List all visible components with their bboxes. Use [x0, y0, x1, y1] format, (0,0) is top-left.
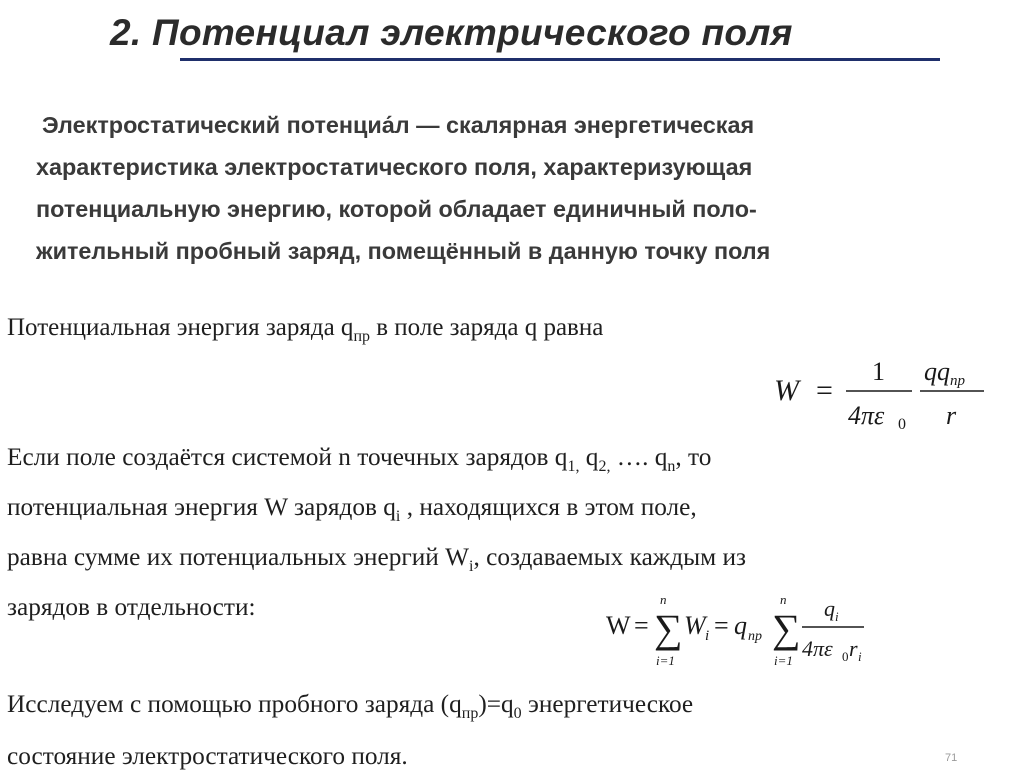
formula-single-charge — [770, 352, 1000, 432]
probe-l1-sub1: пр — [461, 705, 479, 723]
f2-frac-den: 4πε — [802, 636, 833, 661]
f2-eq1: = — [634, 611, 649, 640]
f1-num1: 1 — [872, 357, 885, 386]
f2-frac-num: q — [824, 596, 835, 621]
probe-line-2: состояние электростатического поля. — [7, 742, 408, 771]
f2-sum1-bot: i=1 — [656, 653, 675, 668]
system-l3-sub: i — [469, 558, 474, 576]
energy-text-pre: Потенциальная энергия заряда q — [7, 314, 354, 341]
f1-num2-sub: пр — [950, 373, 965, 389]
probe-line-1 — [7, 683, 1017, 735]
formula-system-sum — [604, 590, 884, 672]
system-line-1 — [7, 437, 1017, 487]
system-l3-a: равна сумме их потенциальных энергий W — [7, 543, 469, 572]
f2-frac-den-sub: 0 — [842, 649, 849, 664]
f2-term1: W — [684, 611, 706, 640]
f1-den1: 4πε — [848, 401, 885, 430]
title-underline — [180, 58, 940, 61]
sum-symbol-1: ∑ — [654, 606, 683, 651]
energy-text-post: в поле заряда q равна — [370, 314, 604, 341]
probe-l1-a: Исследуем с помощью пробного заряда (q — [7, 690, 462, 718]
system-l1-c: …. q — [610, 443, 668, 471]
system-line-4: зарядов в отдельности: — [7, 593, 256, 622]
f1-lhs: W — [774, 374, 799, 407]
definition-line-3: потенциальную энергию, которой обладает единичный поло- — [36, 196, 757, 222]
system-l3-b: , создаваемых каждым из — [473, 543, 746, 572]
f2-eq2: = — [714, 611, 729, 640]
system-line-2 — [7, 487, 1017, 537]
system-l1-sub3: n — [667, 458, 676, 476]
probe-l1-sub2: 0 — [513, 705, 522, 723]
f2-q: q — [734, 611, 747, 640]
system-l1-sub1: 1, — [567, 458, 580, 476]
definition-line-4: жительный пробный заряд, помещённый в данную точку поля — [36, 238, 771, 264]
probe-l1-c: энергетическое — [521, 690, 694, 718]
energy-paragraph — [7, 314, 603, 346]
f2-sum2-top: n — [780, 592, 787, 607]
energy-text-sub: пр — [353, 328, 370, 345]
f2-frac-den-r: r — [849, 636, 858, 661]
system-line-3 — [7, 537, 1017, 587]
definition-line-1: Электростатический потенциа́л — скалярная энергетическая — [42, 112, 755, 138]
f1-den2: r — [946, 401, 957, 430]
f1-num2: qq — [924, 357, 950, 386]
f1-den1-sub: 0 — [898, 416, 906, 433]
page-number: 71 — [945, 752, 958, 764]
slide-title: 2. Потенциал электрического поля — [110, 12, 793, 53]
definition-line-2: характеристика электростатического поля, характеризующая — [36, 154, 753, 180]
probe-paragraph — [7, 683, 1017, 777]
system-l1-a: Если поле создаётся системой n точечных зарядов q — [7, 443, 568, 471]
f2-sum2-bot: i=1 — [774, 653, 793, 668]
system-l1-d: , то — [675, 443, 712, 471]
sum-symbol-2: ∑ — [772, 606, 801, 651]
probe-l1-b: )=q — [478, 690, 514, 718]
definition-block — [36, 104, 1021, 272]
system-l2-b: , находящихся в этом поле, — [400, 493, 697, 522]
system-l1-b: q — [579, 443, 599, 471]
system-l2-sub: i — [395, 508, 401, 526]
f1-eq: = — [816, 374, 833, 407]
f2-q-sub: пр — [748, 629, 762, 644]
f2-lhs: W — [606, 611, 631, 640]
f2-sum1-top: n — [660, 592, 667, 607]
f2-term1-sub: i — [705, 628, 710, 644]
f2-frac-num-sub: i — [835, 609, 839, 624]
f2-frac-den-r-sub: i — [858, 649, 862, 664]
system-l1-sub2: 2, — [598, 458, 611, 476]
system-l2-a: потенциальная энергия W зарядов q — [7, 493, 396, 522]
